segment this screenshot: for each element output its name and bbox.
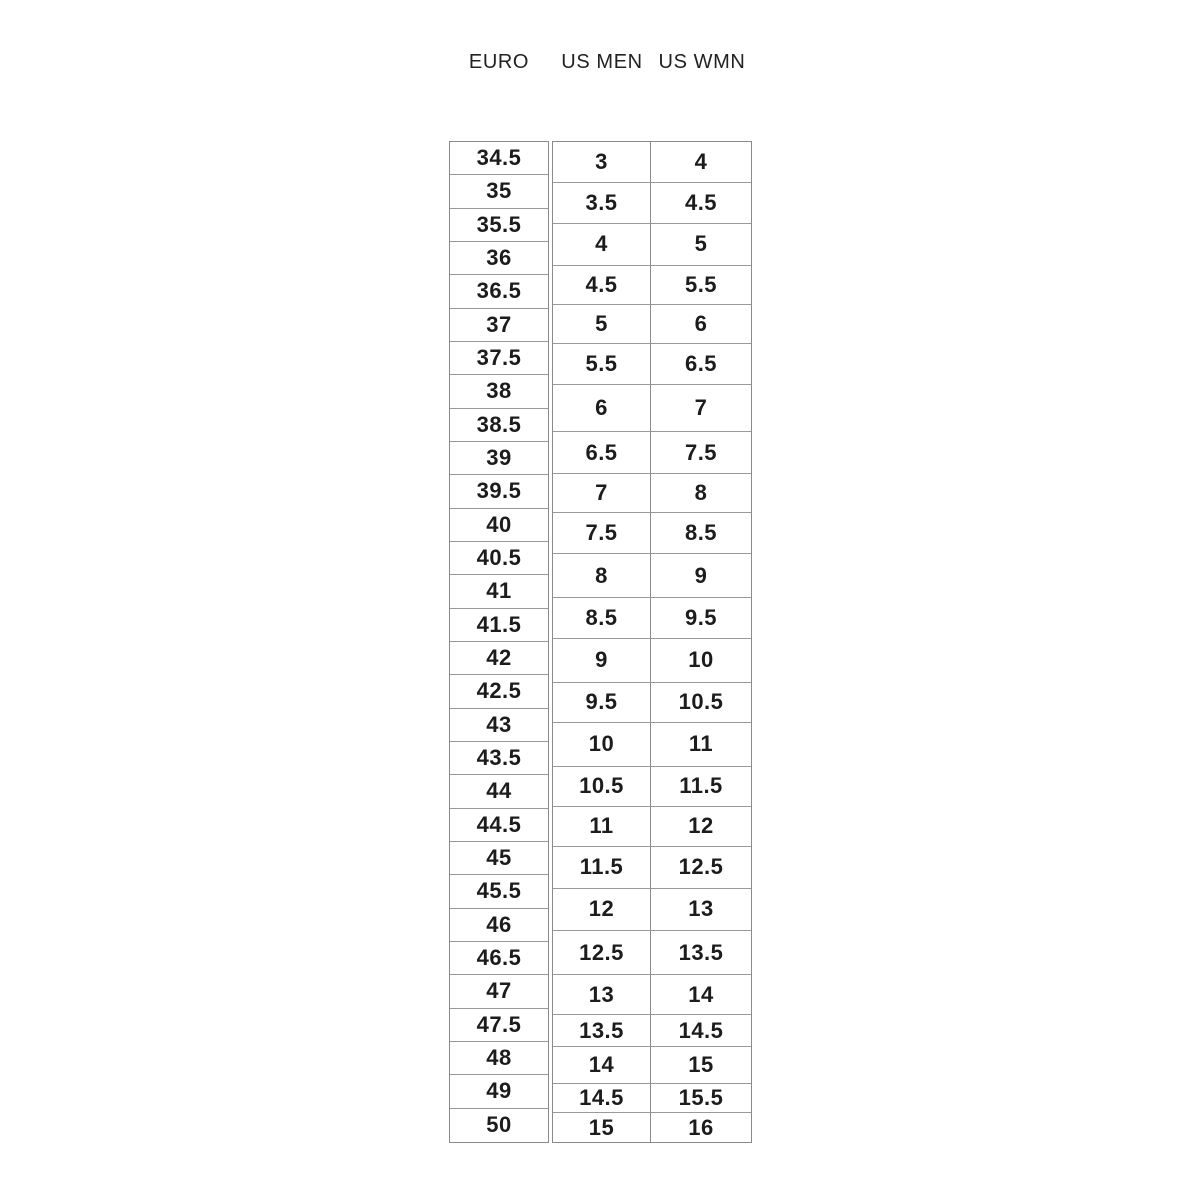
euro-size-cell: 41.5 — [450, 609, 548, 642]
column-header-us-wmn: US WMN — [658, 51, 746, 73]
euro-size-cell: 47 — [450, 975, 548, 1008]
us-men-size-cell: 8.5 — [553, 598, 651, 639]
us-men-size-cell: 11 — [553, 807, 651, 847]
column-header-us-men: US MEN — [561, 51, 643, 73]
euro-size-cell: 44.5 — [450, 809, 548, 842]
us-wmn-size-cell: 11.5 — [651, 767, 751, 807]
euro-size-cell: 39 — [450, 442, 548, 475]
euro-size-cell: 40.5 — [450, 542, 548, 575]
us-wmn-size-cell: 10 — [651, 639, 751, 683]
column-header-euro: EURO — [468, 51, 530, 73]
us-men-size-cell: 9.5 — [553, 683, 651, 723]
euro-size-cell: 34.5 — [450, 142, 548, 175]
us-men-size-cell: 13.5 — [553, 1015, 651, 1047]
us-wmn-size-cell: 12 — [651, 807, 751, 847]
euro-size-cell: 46 — [450, 909, 548, 942]
us-wmn-size-cell: 6 — [651, 305, 751, 344]
euro-size-cell: 46.5 — [450, 942, 548, 975]
us-wmn-size-cell: 9.5 — [651, 598, 751, 639]
euro-size-cell: 42.5 — [450, 675, 548, 708]
euro-size-cell: 48 — [450, 1042, 548, 1075]
us-wmn-size-cell: 7.5 — [651, 432, 751, 474]
us-men-size-cell: 12 — [553, 889, 651, 932]
us-wmn-size-cell: 6.5 — [651, 344, 751, 385]
us-wmn-size-cell: 7 — [651, 385, 751, 433]
euro-size-cell: 37 — [450, 309, 548, 342]
us-men-size-cell: 5 — [553, 305, 651, 344]
euro-size-cell: 37.5 — [450, 342, 548, 375]
euro-size-cell: 49 — [450, 1075, 548, 1108]
euro-size-cell: 38.5 — [450, 409, 548, 442]
euro-size-cell: 41 — [450, 575, 548, 608]
euro-size-cell: 36.5 — [450, 275, 548, 308]
euro-size-cell: 45.5 — [450, 875, 548, 908]
us-men-size-cell: 13 — [553, 975, 651, 1015]
us-men-size-cell: 7.5 — [553, 513, 651, 554]
euro-size-cell: 43.5 — [450, 742, 548, 775]
euro-size-table — [449, 141, 549, 1143]
euro-size-cell: 43 — [450, 709, 548, 742]
euro-size-cell: 44 — [450, 775, 548, 808]
us-wmn-size-cell: 5.5 — [651, 266, 751, 305]
us-wmn-size-cell: 14 — [651, 975, 751, 1015]
us-men-size-cell: 6.5 — [553, 432, 651, 474]
us-wmn-size-cell: 13 — [651, 889, 751, 932]
euro-size-cell: 47.5 — [450, 1009, 548, 1042]
us-size-table — [552, 141, 752, 1143]
us-men-size-cell: 6 — [553, 385, 651, 433]
euro-size-cell: 50 — [486, 1112, 512, 1138]
us-wmn-size-cell: 4.5 — [651, 183, 751, 224]
us-men-size-cell: 5.5 — [553, 344, 651, 385]
us-wmn-size-cell: 5 — [651, 224, 751, 266]
us-men-size-cell: 15 — [553, 1113, 651, 1142]
us-men-size-cell: 7 — [553, 474, 651, 513]
euro-size-cell: 35.5 — [450, 209, 548, 242]
us-wmn-size-cell: 12.5 — [651, 847, 751, 889]
us-wmn-size-cell: 8 — [651, 474, 751, 513]
us-men-size-cell: 9 — [553, 639, 651, 683]
us-men-size-cell: 3 — [553, 142, 651, 183]
euro-size-cell: 42 — [450, 642, 548, 675]
us-wmn-size-cell: 8.5 — [651, 513, 751, 554]
us-men-size-cell: 14 — [553, 1047, 651, 1084]
us-men-size-cell: 4.5 — [553, 266, 651, 305]
euro-size-cell: 40 — [450, 509, 548, 542]
us-wmn-size-cell: 9 — [651, 554, 751, 598]
us-men-size-cell: 12.5 — [553, 931, 651, 975]
us-men-size-cell: 10.5 — [553, 767, 651, 807]
euro-size-cell: 36 — [450, 242, 548, 275]
us-men-size-cell: 10 — [553, 723, 651, 767]
us-men-size-cell: 14.5 — [553, 1084, 651, 1113]
euro-size-cell: 38 — [450, 375, 548, 408]
us-wmn-size-cell: 14.5 — [651, 1015, 751, 1047]
us-men-size-cell: 11.5 — [553, 847, 651, 889]
us-men-size-cell: 3.5 — [553, 183, 651, 224]
us-wmn-size-cell: 10.5 — [651, 683, 751, 723]
us-wmn-size-cell: 13.5 — [651, 931, 751, 975]
us-men-size-cell: 4 — [553, 224, 651, 266]
us-wmn-size-cell: 11 — [651, 723, 751, 767]
us-wmn-size-cell: 15.5 — [651, 1084, 751, 1113]
us-men-size-cell: 8 — [553, 554, 651, 598]
euro-size-cell: 45 — [450, 842, 548, 875]
us-wmn-size-cell: 15 — [651, 1047, 751, 1084]
euro-size-cell: 35 — [450, 175, 548, 208]
us-wmn-size-cell: 16 — [688, 1114, 714, 1140]
us-wmn-size-cell: 4 — [651, 142, 751, 183]
euro-size-cell: 39.5 — [450, 475, 548, 508]
